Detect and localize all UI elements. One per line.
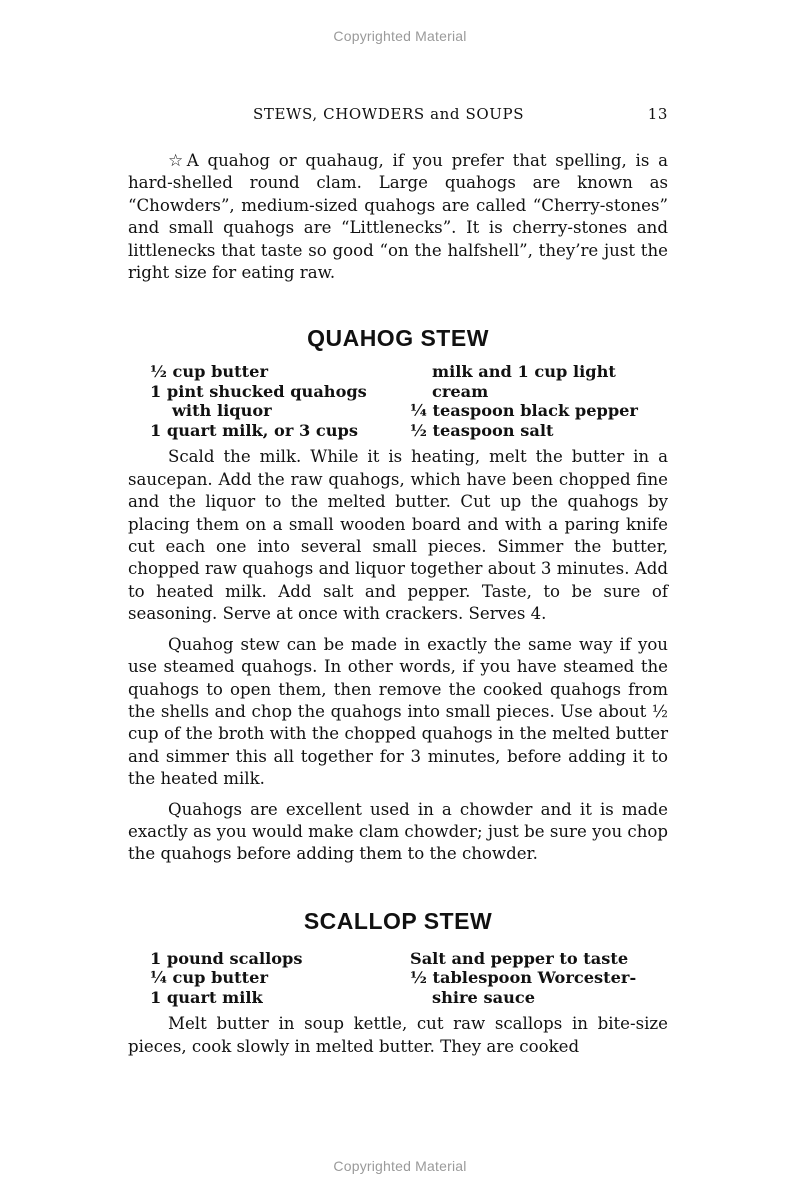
intro-text: A quahog or quahaug, if you prefer that spelling, is a hard-shelled round clam. Large quahogs are known as “Chowders”, medium-sized quahogs are called “Cherry-stones” and small quahogs are “Littlenecks”. It is cherry-stones and littlenecks that taste so good “on the halfshell”, they’re just the right size for eating raw.	[128, 151, 668, 283]
running-head	[128, 102, 668, 126]
intro-paragraph	[128, 150, 668, 284]
ingredient-line: ¼ cup butter	[150, 968, 268, 988]
quahog-ingredients-left	[150, 362, 408, 440]
quahog-stew-heading: QUAHOG STEW	[307, 325, 489, 352]
ingredient-line: 1 quart milk, or 3 cups	[150, 420, 358, 440]
scallop-ingredients-right	[408, 949, 668, 1008]
ingredient-line: milk and 1 cup light	[432, 362, 616, 382]
ingredient-line: ½ teaspoon salt	[410, 420, 554, 440]
copyright-watermark-bottom: Copyrighted Material	[333, 1158, 467, 1174]
quahog-chowder-paragraph: Quahogs are excellent used in a chowder and it is made exactly as you would make clam chowder; just be sure you chop the quahogs before adding them to the chowder.	[128, 799, 668, 864]
ingredient-line: 1 pint shucked quahogs	[150, 381, 367, 401]
ingredient-line: cream	[432, 381, 489, 401]
scallop-stew-heading: SCALLOP STEW	[303, 907, 493, 934]
quahog-ingredients-right	[408, 362, 668, 440]
ingredient-line: shire sauce	[432, 987, 536, 1007]
chapter-title: STEWS, CHOWDERS and SOUPS	[253, 105, 525, 123]
quahog-method-paragraph: Scald the milk. While it is heating, melt the butter in a saucepan. Add the raw quahogs, which have been chopped fine and the liquor to the melted butter. Cut up the quahogs by placing them on a small wooden board and with a paring knife cut each one into several small pieces. Simmer the butter, chopped raw quahogs and liquor together about 3 minutes. Add to heated milk. Add salt and pepper. Taste, to be sure of seasoning. Serve at once with crackers. Serves 4.	[128, 447, 668, 624]
scallop-ingredients-left	[150, 949, 408, 1008]
ingredient-line: ½ cup butter	[150, 362, 268, 382]
page-number: 13	[647, 105, 668, 123]
copyright-watermark-top: Copyrighted Material	[333, 28, 467, 44]
book-page	[128, 102, 668, 1058]
ingredient-line: Salt and pepper to taste	[410, 948, 629, 968]
quahog-ingredients	[128, 362, 668, 440]
star-icon: ☆	[168, 151, 187, 171]
ingredient-line: with liquor	[172, 401, 272, 421]
ingredient-line: 1 quart milk	[150, 987, 263, 1007]
scallop-method-paragraph: Melt butter in soup kettle, cut raw scallops in bite-size pieces, cook slowly in melted butter. They are cooked	[128, 1014, 668, 1056]
scallop-ingredients	[128, 949, 668, 1008]
quahog-variation-paragraph: Quahog stew can be made in exactly the same way if you use steamed quahogs. In other words, if you have steamed the quahogs to open them, then remove the cooked quahogs from the shells and chop the quahogs into small pieces. Use about ½ cup of the broth with the chopped quahogs in the melted butter and simmer this all together for 3 minutes, before adding it to the heated milk.	[128, 634, 668, 789]
ingredient-line: 1 pound scallops	[150, 948, 303, 968]
ingredient-line: ½ tablespoon Worcester-	[410, 968, 637, 988]
ingredient-line: ¼ teaspoon black pepper	[410, 401, 638, 421]
